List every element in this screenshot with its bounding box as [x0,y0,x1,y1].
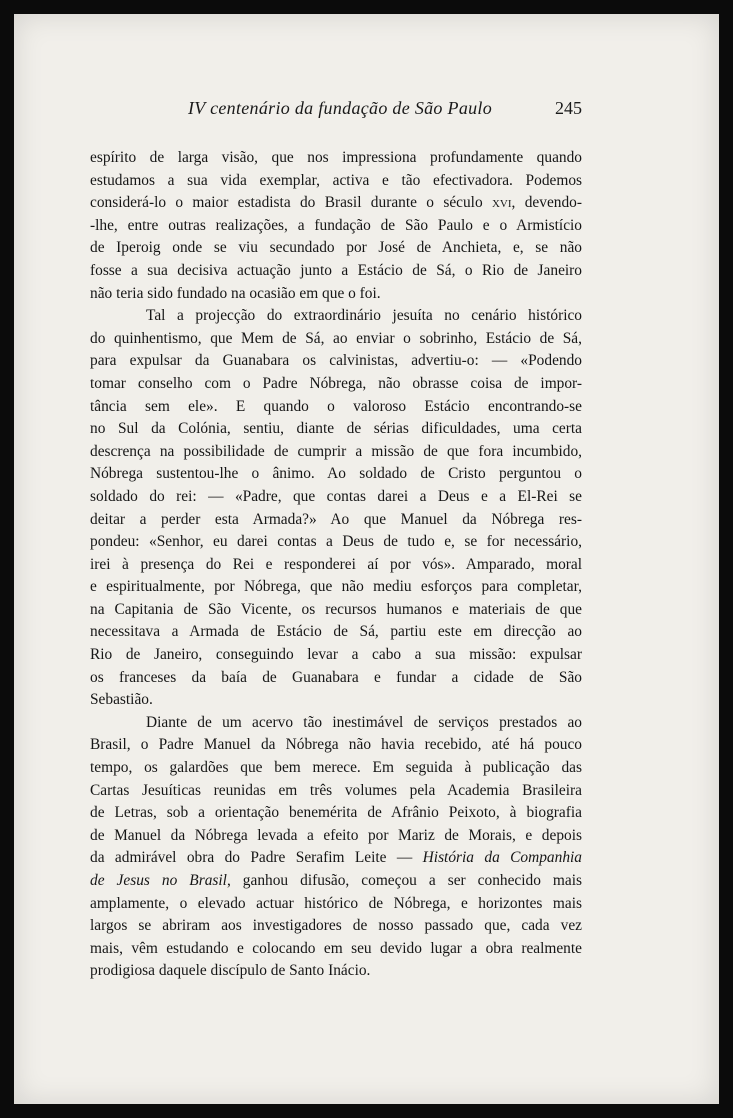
text-line: na Capitania de São Vicente, os recursos humanos e materiais de que [90,600,582,618]
text-line: Rio de Janeiro, conseguindo levar a cabo a sua missão: expulsar [90,646,582,664]
text-line: necessitava a Armada de Estácio de Sá, partiu este em direcção ao [90,623,582,641]
text-line: da admirável obra do Padre Serafim Leite — História da Companhia [90,849,582,867]
text-line: Tal a projecção do extraordinário jesuíta no cenário histórico [146,307,582,325]
text-line: Nóbrega sustentou-lhe o ânimo. Ao soldado de Cristo perguntou o [90,465,582,483]
text-line: Brasil, o Padre Manuel da Nóbrega não havia recebido, até há pouco [90,736,582,754]
paragraph-2 [90,305,582,712]
text-line: soldado do rei: — «Padre, que contas darei a Deus e a El-Rei se [90,487,582,505]
text-line: tância sem ele». E quando o valoroso Estácio encontrando-se [90,397,582,415]
text-line: fosse a sua decisiva actuação junto a Estácio de Sá, o Rio de Janeiro [90,261,582,279]
text-line: tomar conselho com o Padre Nóbrega, não obrasse coisa de impor- [90,374,582,392]
text-line: e espiritualmente, por Nóbrega, que não mediu esforços para completar, [90,578,582,596]
book-page [14,14,719,1104]
text-line: de Manuel da Nóbrega levada a efeito por Mariz de Morais, e depois [90,826,582,844]
text-line: para expulsar da Guanabara os calvinistas, advertiu-o: — «Podendo [90,352,582,370]
body-text [90,147,582,983]
text-line: deitar a perder esta Armada?» Ao que Manuel da Nóbrega res- [90,510,582,528]
text-line: tempo, os galardões que bem merece. Em seguida à publicação das [90,759,582,777]
running-title: IV centenário da fundação de São Paulo [188,98,493,118]
text-line: Cartas Jesuíticas reunidas em três volumes pela Academia Brasileira [90,781,582,799]
text-line: -lhe, entre outras realizações, a fundação de São Paulo e o Armistício [90,216,582,234]
text-line: prodigiosa daquele discípulo de Santo Inácio. [90,962,371,980]
text-line: estudamos a sua vida exemplar, activa e tão efectivadora. Podemos [90,171,582,189]
text-line: de Letras, sob a orientação benemérita de Afrânio Peixoto, à biografia [90,804,582,822]
paragraph-3 [90,712,582,983]
paragraph-1 [90,147,582,305]
text-line: descrença na possibilidade de cumprir a missão de que fora incumbido, [90,442,582,460]
text-line: não teria sido fundado na ocasião em que o foi. [90,284,381,302]
text-line: de Jesus no Brasil, ganhou difusão, começou a ser conhecido mais [90,872,582,889]
text-line: Sebastião. [90,691,153,709]
text-line: considerá-lo o maior estadista do Brasil durante o século xvi, devendo- [90,194,582,212]
text-line: mais, vêm estudando e colocando em seu devido lugar a obra realmente [90,939,582,957]
running-head [88,98,582,124]
text-line: Diante de um acervo tão inestimável de serviços prestados ao [146,713,582,731]
text-line: no Sul da Colónia, sentiu, diante de sérias dificuldades, uma certa [90,420,582,438]
text-line: do quinhentismo, que Mem de Sá, ao enviar o sobrinho, Estácio de Sá, [90,329,582,347]
text-line: irei à presença do Rei e responderei aí por vós». Amparado, moral [90,555,582,573]
text-line: amplamente, o elevado actuar histórico de Nóbrega, e horizontes mais [90,894,582,912]
text-line: espírito de larga visão, que nos impressiona profundamente quando [90,149,582,166]
text-line: de Iperoig onde se viu secundado por José de Anchieta, e, se não [90,239,582,257]
text-line: os franceses da baía de Guanabara e fundar a cidade de São [90,668,582,686]
text-line: largos se abriram aos investigadores de nosso passado que, cada vez [90,917,582,935]
text-line: pondeu: «Senhor, eu darei contas a Deus de tudo e, se for necessário, [90,533,582,551]
page-number: 245 [555,98,582,118]
